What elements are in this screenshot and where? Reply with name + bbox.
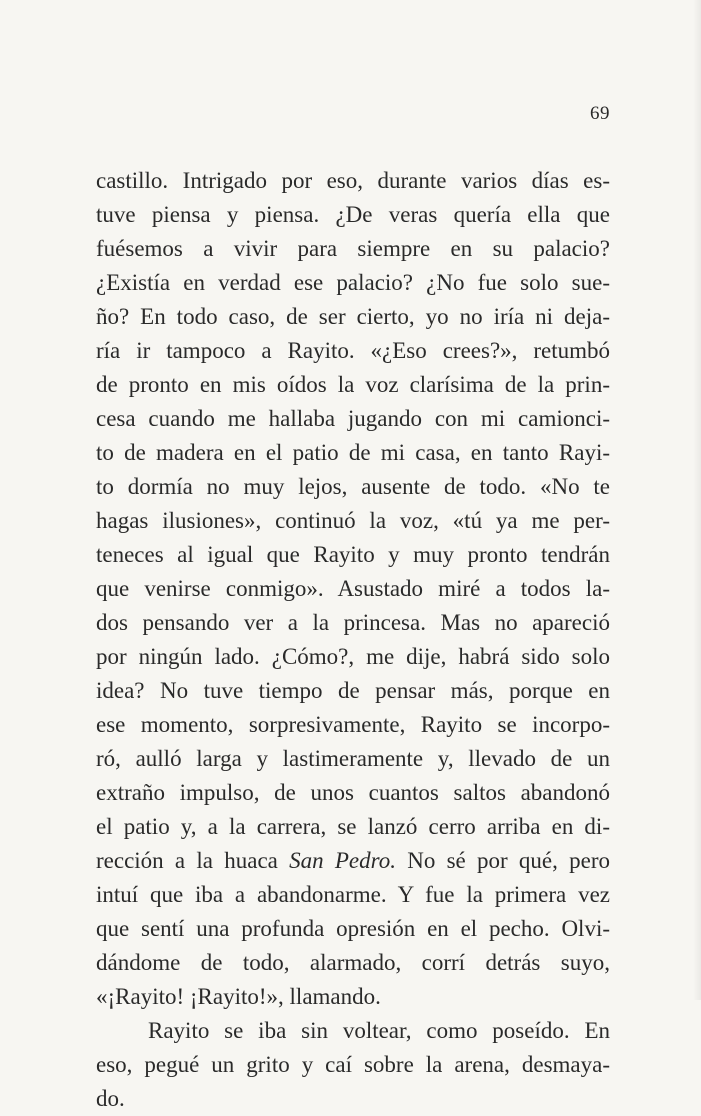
page-number: 69 xyxy=(590,103,610,124)
text-line: que sentí una profunda opresión en el pecho. Olvi- xyxy=(96,916,610,941)
text-line: eso, pegué un grito y caí sobre la arena, desmaya- xyxy=(96,1052,610,1077)
text-line: castillo. Intrigado por eso, durante varios días es- xyxy=(96,168,610,193)
text-line: de pronto en mis oídos la voz clarísima de la prin- xyxy=(96,372,610,397)
text-line: to de madera en el patio de mi casa, en tanto Rayi- xyxy=(96,440,610,465)
text-segment: No sé por qué, pero xyxy=(395,848,610,873)
paragraph-2 xyxy=(96,1014,610,1116)
text-line: intuí que iba a abandonarme. Y fue la primera vez xyxy=(96,882,610,907)
text-line: cesa cuando me hallaba jugando con mi camionci- xyxy=(96,406,610,431)
text-line: que venirse conmigo». Asustado miré a todos la- xyxy=(96,576,610,601)
paragraph-1 xyxy=(96,164,610,1014)
text-line: fuésemos a vivir para siempre en su palacio? xyxy=(96,236,610,261)
text-line: tuve piensa y piensa. ¿De veras quería ella que xyxy=(96,202,610,227)
text-line: do. xyxy=(96,1086,125,1111)
text-line: por ningún lado. ¿Cómo?, me dije, habrá sido solo xyxy=(96,644,610,669)
text-line: «¡Rayito! ¡Rayito!», llamando. xyxy=(96,984,381,1009)
text-line: ¿Existía en verdad ese palacio? ¿No fue solo sue- xyxy=(96,270,610,295)
page-edge-shadow xyxy=(693,0,701,1000)
text-line: ño? En todo caso, de ser cierto, yo no iría ni deja- xyxy=(96,304,610,329)
text-segment: rección a la huaca xyxy=(96,848,290,873)
text-line: extraño impulso, de unos cuantos saltos abandonó xyxy=(96,780,610,805)
text-line: dos pensando ver a la princesa. Mas no apareció xyxy=(96,610,610,635)
italic-place-name: San Pedro. xyxy=(289,848,396,873)
text-line: ría ir tampoco a Rayito. «¿Eso crees?», retumbó xyxy=(96,338,610,363)
text-line: dándome de todo, alarmado, corrí detrás suyo, xyxy=(96,950,610,975)
text-line: hagas ilusiones», continuó la voz, «tú ya me per- xyxy=(96,508,610,533)
text-line: idea? No tuve tiempo de pensar más, porque en xyxy=(96,678,610,703)
text-line: Rayito se iba sin voltear, como poseído. En xyxy=(148,1018,610,1043)
body-text xyxy=(96,164,610,1116)
text-line: to dormía no muy lejos, ausente de todo. «No te xyxy=(96,474,610,499)
text-line: ese momento, sorpresivamente, Rayito se incorpo- xyxy=(96,712,610,737)
text-line: ró, aulló larga y lastimeramente y, llevado de un xyxy=(96,746,610,771)
text-line: el patio y, a la carrera, se lanzó cerro arriba en di- xyxy=(96,814,610,839)
text-line-with-italic xyxy=(96,844,610,878)
text-line: teneces al igual que Rayito y muy pronto tendrán xyxy=(96,542,610,567)
